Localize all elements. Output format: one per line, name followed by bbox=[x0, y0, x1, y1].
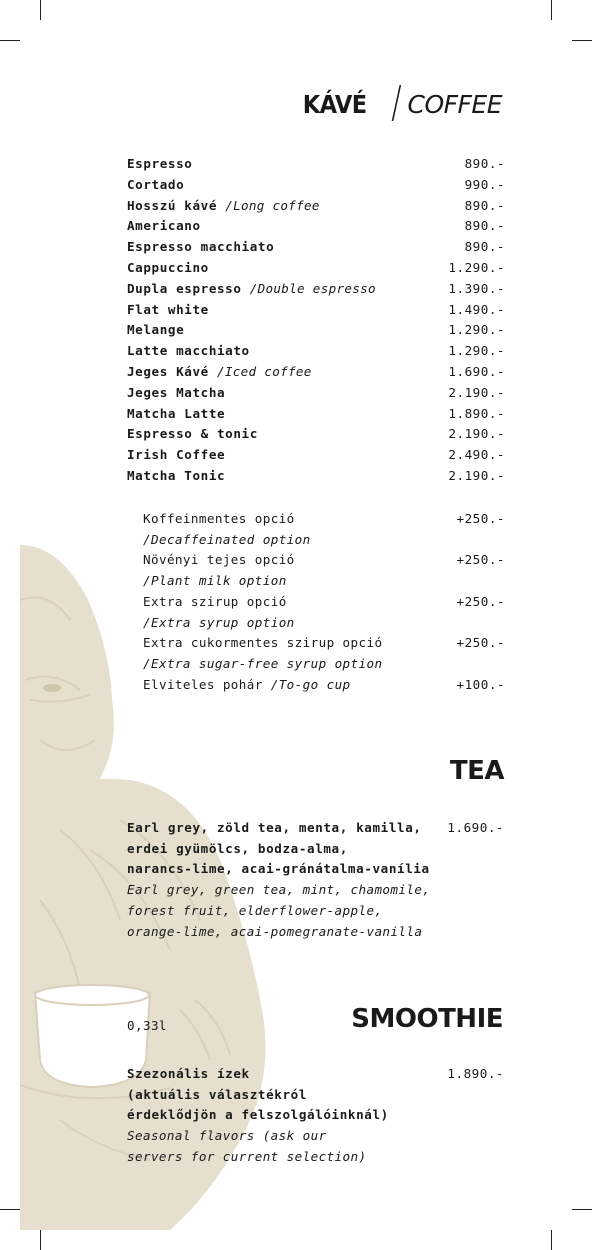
menu-item-row bbox=[127, 424, 505, 444]
menu-item-name-hu: Irish Coffee bbox=[127, 447, 226, 463]
menu-item-price: 2.190.- bbox=[448, 468, 505, 483]
menu-item-name bbox=[127, 320, 184, 340]
menu-item-name-en: /Iced coffee bbox=[217, 364, 312, 379]
menu-item-row bbox=[127, 258, 505, 278]
menu-item-name-hu: Espresso macchiato bbox=[127, 239, 275, 255]
option-name-en: /To-go cup bbox=[270, 677, 351, 692]
menu-item-row bbox=[127, 196, 505, 216]
menu-item-price: 890.- bbox=[464, 197, 505, 213]
menu-item-price: 1.290.- bbox=[448, 322, 505, 338]
menu-item-name bbox=[127, 362, 312, 382]
smoothie-description bbox=[127, 1064, 389, 1168]
menu-item-row bbox=[127, 237, 505, 257]
menu-item-name bbox=[127, 341, 250, 361]
menu-item-name bbox=[127, 445, 225, 465]
menu-item-name-hu: Espresso & tonic bbox=[127, 426, 258, 442]
option-name-en: /Decaffeinated option bbox=[143, 531, 311, 547]
menu-item-row bbox=[127, 279, 505, 299]
tea-en-line: orange-lime, acai-pomegranate-vanilla bbox=[127, 923, 423, 939]
option-price: +250.- bbox=[456, 552, 505, 567]
menu-item-name-hu: Americano bbox=[127, 218, 201, 234]
menu-item-price: 2.190.- bbox=[448, 384, 505, 400]
menu-item-name bbox=[127, 258, 209, 278]
menu-item-name bbox=[127, 466, 225, 486]
tea-hu-line: narancs-lime, acai-gránátalma-vanília bbox=[127, 861, 430, 877]
option-name-hu: Növényi tejes opció bbox=[143, 552, 295, 567]
menu-item-name-en: /Double espresso bbox=[249, 280, 376, 296]
menu-item-row bbox=[127, 383, 505, 403]
menu-item-row bbox=[127, 362, 505, 382]
menu-item-row bbox=[127, 154, 505, 174]
option-name-hu: Elviteles pohár bbox=[143, 677, 271, 692]
option-row bbox=[143, 509, 505, 551]
menu-item-price: 1.290.- bbox=[448, 343, 505, 359]
menu-item-name-hu: Matcha Tonic bbox=[127, 468, 226, 483]
menu-item-price: 890.- bbox=[464, 239, 505, 255]
menu-item-name bbox=[127, 237, 274, 257]
menu-item-price: 1.390.- bbox=[448, 280, 505, 296]
option-name-hu: Koffeinmentes opció bbox=[143, 511, 295, 526]
smoothie-heading: SMOOTHIE bbox=[351, 1004, 503, 1034]
menu-item-name bbox=[127, 383, 225, 403]
option-name-en: /Plant milk option bbox=[143, 572, 287, 588]
tea-hu-line: erdei gyümölcs, bodza-alma, bbox=[127, 840, 348, 856]
smoothie-hu-line: (aktuális választékról bbox=[127, 1086, 308, 1102]
menu-item-name bbox=[127, 279, 376, 299]
tea-price: 1.690.- bbox=[447, 820, 504, 835]
menu-item-name-hu: Hosszú kávé bbox=[127, 197, 218, 213]
menu-item-row bbox=[127, 320, 505, 340]
tea-description bbox=[127, 818, 430, 942]
menu-item-price: 1.290.- bbox=[448, 260, 505, 275]
option-row bbox=[143, 633, 505, 675]
menu-item-name bbox=[127, 216, 201, 236]
option-name-hu: Extra szirup opció bbox=[143, 594, 287, 609]
menu-item-name-hu: Flat white bbox=[127, 301, 209, 317]
menu-item-row bbox=[127, 216, 505, 236]
title-slash: / bbox=[390, 77, 402, 128]
option-price: +250.- bbox=[456, 635, 505, 650]
tea-en-line: Earl grey, green tea, mint, chamomile, bbox=[127, 882, 431, 898]
option-price: +100.- bbox=[456, 677, 505, 692]
menu-item-price: 990.- bbox=[464, 176, 505, 192]
menu-item-row bbox=[127, 175, 505, 195]
smoothie-volume: 0,33l bbox=[127, 1018, 167, 1033]
option-row bbox=[143, 592, 505, 634]
menu-item-name-hu: Cappuccino bbox=[127, 260, 209, 275]
menu-item-name-hu: Cortado bbox=[127, 176, 185, 192]
menu-item-row bbox=[127, 445, 505, 465]
menu-item-row bbox=[127, 341, 505, 361]
menu-item-row bbox=[127, 404, 505, 424]
menu-item-name-en: /Long coffee bbox=[225, 197, 320, 213]
menu-item-name bbox=[127, 154, 192, 174]
menu-item-name bbox=[127, 196, 320, 216]
menu-item-name bbox=[127, 424, 258, 444]
coffee-heading bbox=[302, 77, 502, 128]
menu-item-row bbox=[127, 300, 505, 320]
coffee-title-hu: KÁVÉ bbox=[302, 90, 367, 119]
menu-item-name-hu: Espresso bbox=[127, 156, 193, 171]
menu-item-name bbox=[127, 300, 209, 320]
menu-item-name bbox=[127, 404, 225, 424]
menu-item-price: 1.890.- bbox=[448, 405, 505, 421]
menu-item-price: 1.690.- bbox=[448, 364, 505, 379]
menu-item-name-hu: Latte macchiato bbox=[127, 343, 250, 359]
option-name-en: /Extra sugar-free syrup option bbox=[143, 655, 383, 671]
option-price: +250.- bbox=[456, 511, 505, 526]
smoothie-hu-line: Szezonális ízek bbox=[127, 1066, 250, 1081]
menu-item-price: 2.190.- bbox=[448, 426, 505, 442]
menu-item-price: 890.- bbox=[464, 156, 505, 171]
menu-item-name-hu: Matcha Latte bbox=[127, 405, 226, 421]
tea-heading: TEA bbox=[449, 756, 504, 786]
menu-item-name-hu: Jeges Kávé bbox=[127, 364, 209, 379]
coffee-title-en: COFFEE bbox=[407, 90, 502, 119]
menu-item-name bbox=[127, 175, 184, 195]
option-row bbox=[143, 550, 505, 592]
option-row bbox=[143, 675, 505, 696]
menu-item-price: 890.- bbox=[464, 218, 505, 234]
menu-item-name-hu: Dupla espresso bbox=[127, 280, 242, 296]
option-name-en: /Extra syrup option bbox=[143, 614, 295, 630]
menu-item-row bbox=[127, 466, 505, 486]
option-price: +250.- bbox=[456, 594, 505, 609]
menu-item-name-hu: Jeges Matcha bbox=[127, 384, 226, 400]
tea-en-line: forest fruit, elderflower-apple, bbox=[127, 902, 383, 918]
menu-item-price: 1.490.- bbox=[448, 301, 505, 317]
smoothie-hu-line: érdeklődjön a felszolgálóinknál) bbox=[127, 1107, 389, 1123]
tea-hu-line: Earl grey, zöld tea, menta, kamilla, bbox=[127, 820, 422, 835]
smoothie-en-line: Seasonal flavors (ask our bbox=[127, 1128, 327, 1144]
smoothie-en-line: servers for current selection) bbox=[127, 1148, 367, 1164]
smoothie-price: 1.890.- bbox=[447, 1066, 504, 1081]
menu-item-name-hu: Melange bbox=[127, 322, 185, 338]
menu-item-price: 2.490.- bbox=[448, 447, 505, 463]
option-name-hu: Extra cukormentes szirup opció bbox=[143, 635, 383, 650]
